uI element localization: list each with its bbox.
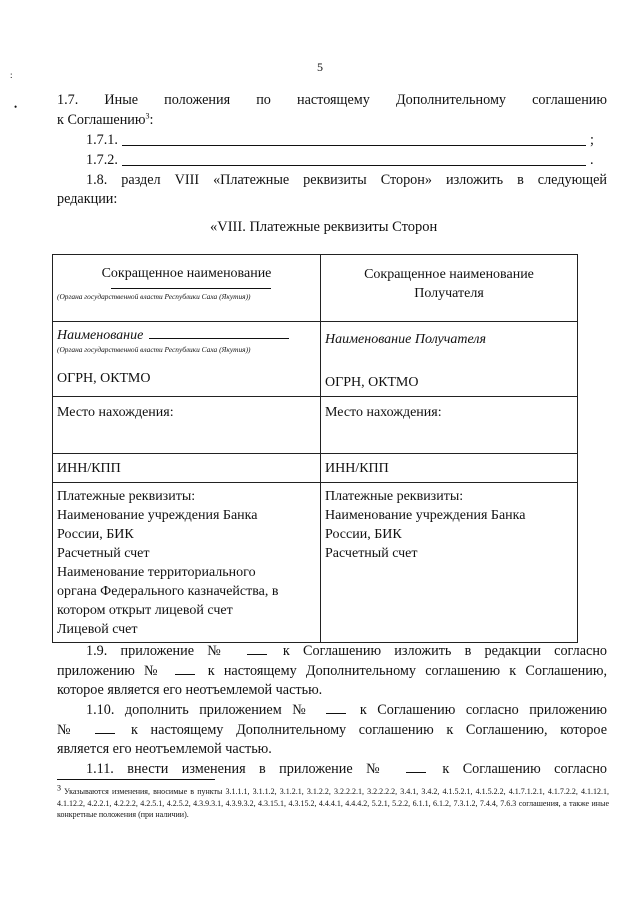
left-ogrn: ОГРН, ОКТМО	[57, 371, 151, 386]
right-ogrn: ОГРН, ОКТМО	[325, 375, 419, 390]
blank-number	[95, 721, 115, 734]
cell-left-name	[53, 322, 321, 397]
footnote-rule	[57, 779, 215, 780]
clause-1-9-line2: приложению № к настоящему Дополнительному соглашению к Соглашению,	[57, 663, 608, 679]
clause-1-8-line2: редакции:	[57, 191, 118, 207]
left-bank-line: котором открыт лицевой счет	[57, 603, 233, 618]
scan-mark: •	[14, 102, 18, 112]
section-heading: «VIII. Платежные реквизиты Сторон	[210, 219, 438, 235]
clause-1-7-line1: 1.7. Иные положения по настоящему Дополнительному соглашению	[57, 92, 607, 108]
clause-1-7-2: 1.7.2. .	[86, 152, 594, 168]
right-name-label: Наименование Получателя	[325, 332, 487, 347]
left-name-note: (Органа государственной власти Республики Саха (Якутия))	[57, 345, 251, 354]
requisites-table	[52, 254, 578, 643]
cell-left-inn	[53, 454, 321, 483]
clause-1-10-line2: № к настоящему Дополнительному соглашению к Соглашению, которое	[57, 722, 607, 738]
clause-1-8-line1: 1.8. раздел VIII «Платежные реквизиты Сторон» изложить в следующей	[86, 172, 607, 188]
clause-1-10-line3: является его неотъемлемой частью.	[57, 741, 272, 757]
right-short-name-label: Сокращенное наименование	[364, 267, 534, 282]
left-bank-line: Наименование учреждения Банка	[57, 508, 258, 523]
blank-number	[406, 760, 426, 773]
clause-1-10-line1: 1.10. дополнить приложением № к Соглашению согласно приложению	[86, 702, 608, 718]
right-inn: ИНН/КПП	[325, 461, 389, 476]
scan-mark: :	[10, 70, 13, 80]
cell-right-name	[321, 322, 578, 397]
signature-line	[111, 287, 271, 289]
right-bank-line: Платежные реквизиты:	[325, 489, 464, 504]
left-location: Место нахождения:	[57, 405, 174, 420]
left-name-label: Наименование	[57, 328, 144, 343]
cell-right-bank	[321, 483, 578, 643]
footnote	[57, 783, 609, 821]
left-short-name-note: (Органа государственной власти Республики Саха (Якутия))	[57, 292, 251, 301]
blank-number	[326, 701, 346, 714]
footnote-marker: 3	[57, 783, 61, 793]
clause-1-9-line1: 1.9. приложение № к Соглашению изложить в редакции согласно	[86, 643, 608, 659]
cell-left-location	[53, 397, 321, 454]
left-bank-line: Лицевой счет	[57, 622, 138, 637]
left-bank-line: органа Федерального казначейства, в	[57, 584, 279, 599]
clause-1-7-1: 1.7.1. ;	[86, 132, 594, 148]
left-bank-line: Наименование территориального	[57, 565, 256, 580]
left-inn: ИНН/КПП	[57, 461, 121, 476]
left-bank-line: России, БИК	[57, 527, 134, 542]
page-number: 5	[317, 60, 323, 74]
blank-number	[247, 642, 267, 655]
footnote-text: Указываются изменения, вносимые в пункты 3.1.1.1, 3.1.1.2, 3.1.2.1, 3.1.2.2, 3.2.2.2.1, 3.2.2.2.2, 3.4.1, 3.4.2, 4.1.5.2.1, 4.1.5.2.2, 4.1.7.1.2.1, 4.1.7.2.2, 4.1.12.1, 4.1.12.2, 4.2.2.1, 4.2.2.2, 4.2.5.1, 4.2.5.2, 4.3.9.3.1, 4.3.9.3.2, 4.3.15.1, 4.3.15.2, 4.4.4.1, 4.4.4.2, 5.2.1, 5.2.2, 6.1.1, 6.1.2, 7.3.1.2, 7.4.4, 7.6.3 соглашения, а также иные конкретные положения (при наличии).	[57, 787, 609, 819]
clause-1-7-line2: к Соглашению$^3$:	[57, 111, 154, 128]
blank-number	[175, 662, 195, 675]
right-bank-line: России, БИК	[325, 527, 402, 542]
left-short-name-label: Сокращенное наименование	[101, 266, 272, 281]
signature-line	[149, 326, 289, 339]
cell-left-bank	[53, 483, 321, 643]
fill-line	[122, 144, 586, 146]
clause-1-11-line1: 1.11. внести изменения в приложение № к Соглашению согласно	[86, 761, 608, 777]
right-short-name-label-2: Получателя	[414, 286, 484, 301]
right-location: Место нахождения:	[325, 405, 442, 420]
cell-right-short-name	[321, 255, 578, 322]
right-bank-line: Наименование учреждения Банка	[325, 508, 526, 523]
left-bank-line: Платежные реквизиты:	[57, 489, 196, 504]
left-bank-line: Расчетный счет	[57, 546, 150, 561]
clause-1-9-line3: которое является его неотъемлемой частью.	[57, 682, 323, 698]
fill-line	[122, 164, 586, 166]
cell-right-inn	[321, 454, 578, 483]
cell-right-location	[321, 397, 578, 454]
right-bank-line: Расчетный счет	[325, 546, 418, 561]
cell-left-short-name	[53, 255, 321, 322]
